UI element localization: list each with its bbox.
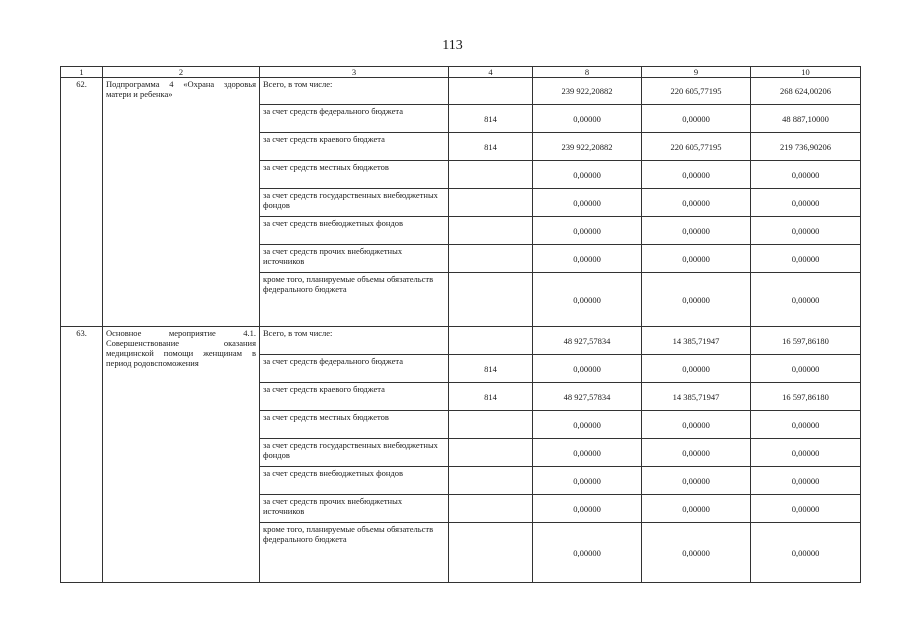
budget-code bbox=[449, 245, 533, 273]
value-col-9: 0,00000 bbox=[642, 439, 751, 467]
value-col-10: 0,00000 bbox=[751, 411, 861, 439]
funding-source: за счет средств прочих внебюджетных источников bbox=[260, 495, 449, 523]
funding-source: за счет средств федерального бюджета bbox=[260, 105, 449, 133]
value-col-9: 0,00000 bbox=[642, 467, 751, 495]
value-col-8: 0,00000 bbox=[533, 245, 642, 273]
funding-source: за счет средств краевого бюджета bbox=[260, 383, 449, 411]
funding-source: за счет средств федерального бюджета bbox=[260, 355, 449, 383]
funding-source: за счет средств государственных внебюджетных фондов bbox=[260, 439, 449, 467]
value-col-8: 0,00000 bbox=[533, 217, 642, 245]
row-index: 63. bbox=[61, 327, 103, 583]
value-col-9: 0,00000 bbox=[642, 105, 751, 133]
budget-code bbox=[449, 523, 533, 583]
value-col-9: 0,00000 bbox=[642, 411, 751, 439]
value-col-9: 0,00000 bbox=[642, 355, 751, 383]
funding-source: кроме того, планируемые объемы обязательств федерального бюджета bbox=[260, 273, 449, 327]
funding-source: Всего, в том числе: bbox=[260, 327, 449, 355]
value-col-8: 239 922,20882 bbox=[533, 133, 642, 161]
budget-code: 814 bbox=[449, 133, 533, 161]
value-col-10: 268 624,00206 bbox=[751, 78, 861, 105]
budget-code bbox=[449, 467, 533, 495]
table-header bbox=[61, 67, 861, 78]
budget-code bbox=[449, 495, 533, 523]
column-header: 10 bbox=[751, 67, 861, 78]
value-col-9: 14 385,71947 bbox=[642, 327, 751, 355]
value-col-8: 0,00000 bbox=[533, 495, 642, 523]
budget-code: 814 bbox=[449, 105, 533, 133]
value-col-10: 0,00000 bbox=[751, 495, 861, 523]
column-header: 8 bbox=[533, 67, 642, 78]
value-col-10: 0,00000 bbox=[751, 189, 861, 217]
funding-source: за счет средств прочих внебюджетных источников bbox=[260, 245, 449, 273]
value-col-8: 48 927,57834 bbox=[533, 383, 642, 411]
program-name: Основное мероприятие 4.1. Совершенствование оказания медицинской помощи женщинам в период родовспоможения bbox=[103, 327, 260, 583]
value-col-9: 0,00000 bbox=[642, 161, 751, 189]
budget-code bbox=[449, 411, 533, 439]
value-col-8: 0,00000 bbox=[533, 467, 642, 495]
value-col-9: 0,00000 bbox=[642, 495, 751, 523]
budget-code bbox=[449, 327, 533, 355]
value-col-10: 219 736,90206 bbox=[751, 133, 861, 161]
value-col-8: 0,00000 bbox=[533, 161, 642, 189]
funding-source: за счет средств внебюджетных фондов bbox=[260, 217, 449, 245]
funding-source: за счет средств местных бюджетов bbox=[260, 411, 449, 439]
value-col-8: 0,00000 bbox=[533, 439, 642, 467]
budget-code bbox=[449, 439, 533, 467]
budget-table bbox=[60, 66, 861, 583]
value-col-10: 0,00000 bbox=[751, 355, 861, 383]
budget-code bbox=[449, 78, 533, 105]
value-col-8: 0,00000 bbox=[533, 273, 642, 327]
value-col-8: 0,00000 bbox=[533, 411, 642, 439]
value-col-9: 14 385,71947 bbox=[642, 383, 751, 411]
column-header: 3 bbox=[260, 67, 449, 78]
table-row bbox=[61, 327, 861, 355]
funding-source: Всего, в том числе: bbox=[260, 78, 449, 105]
value-col-10: 0,00000 bbox=[751, 523, 861, 583]
value-col-10: 0,00000 bbox=[751, 217, 861, 245]
column-header: 4 bbox=[449, 67, 533, 78]
value-col-10: 0,00000 bbox=[751, 467, 861, 495]
value-col-9: 0,00000 bbox=[642, 189, 751, 217]
program-name: Подпрограмма 4 «Охрана здоровья матери и ребенка» bbox=[103, 78, 260, 327]
value-col-10: 48 887,10000 bbox=[751, 105, 861, 133]
column-header: 9 bbox=[642, 67, 751, 78]
value-col-8: 0,00000 bbox=[533, 105, 642, 133]
table-row bbox=[61, 78, 861, 105]
table-body bbox=[61, 78, 861, 583]
budget-code: 814 bbox=[449, 383, 533, 411]
value-col-10: 0,00000 bbox=[751, 439, 861, 467]
budget-code bbox=[449, 273, 533, 327]
value-col-10: 0,00000 bbox=[751, 245, 861, 273]
value-col-8: 0,00000 bbox=[533, 189, 642, 217]
value-col-10: 0,00000 bbox=[751, 273, 861, 327]
column-number-row bbox=[61, 67, 861, 78]
value-col-9: 220 605,77195 bbox=[642, 133, 751, 161]
funding-source: кроме того, планируемые объемы обязательств федерального бюджета bbox=[260, 523, 449, 583]
value-col-8: 239 922,20882 bbox=[533, 78, 642, 105]
funding-source: за счет средств местных бюджетов bbox=[260, 161, 449, 189]
funding-source: за счет средств внебюджетных фондов bbox=[260, 467, 449, 495]
funding-source: за счет средств государственных внебюджетных фондов bbox=[260, 189, 449, 217]
column-header: 2 bbox=[103, 67, 260, 78]
page-number: 113 bbox=[442, 38, 463, 53]
budget-code: 814 bbox=[449, 355, 533, 383]
value-col-10: 0,00000 bbox=[751, 161, 861, 189]
value-col-8: 48 927,57834 bbox=[533, 327, 642, 355]
value-col-8: 0,00000 bbox=[533, 355, 642, 383]
value-col-9: 220 605,77195 bbox=[642, 78, 751, 105]
budget-code bbox=[449, 189, 533, 217]
value-col-9: 0,00000 bbox=[642, 217, 751, 245]
row-index: 62. bbox=[61, 78, 103, 327]
column-header: 1 bbox=[61, 67, 103, 78]
value-col-8: 0,00000 bbox=[533, 523, 642, 583]
value-col-9: 0,00000 bbox=[642, 523, 751, 583]
value-col-9: 0,00000 bbox=[642, 245, 751, 273]
value-col-10: 16 597,86180 bbox=[751, 327, 861, 355]
value-col-9: 0,00000 bbox=[642, 273, 751, 327]
budget-code bbox=[449, 217, 533, 245]
funding-source: за счет средств краевого бюджета bbox=[260, 133, 449, 161]
budget-code bbox=[449, 161, 533, 189]
value-col-10: 16 597,86180 bbox=[751, 383, 861, 411]
